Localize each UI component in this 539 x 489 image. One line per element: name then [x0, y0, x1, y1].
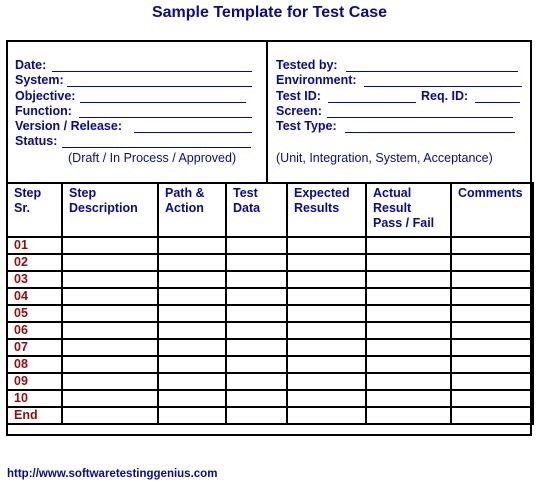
test-id-label: Test ID:	[276, 89, 321, 103]
step-number: 06	[7, 322, 62, 339]
step-number: 05	[7, 305, 62, 322]
col-expected-results: Expected Results	[287, 183, 366, 237]
table-cell[interactable]	[158, 271, 226, 288]
table-cell[interactable]	[62, 356, 158, 373]
table-cell[interactable]	[62, 390, 158, 407]
system-line[interactable]	[67, 86, 252, 87]
table-cell[interactable]	[451, 254, 533, 271]
table-cell[interactable]	[451, 373, 533, 390]
table-cell[interactable]	[451, 288, 533, 305]
table-cell[interactable]	[226, 322, 287, 339]
table-row	[7, 322, 533, 339]
table-header-row	[7, 183, 533, 237]
table-cell[interactable]	[226, 254, 287, 271]
screen-line[interactable]	[327, 117, 513, 118]
test-steps-table	[6, 182, 534, 425]
table-cell[interactable]	[226, 390, 287, 407]
step-number: 04	[7, 288, 62, 305]
system-label: System:	[15, 73, 64, 87]
step-number: 02	[7, 254, 62, 271]
table-cell[interactable]	[366, 339, 451, 356]
footer-url[interactable]: http://www.softwaretestinggenius.com	[7, 468, 218, 480]
table-cell[interactable]	[158, 390, 226, 407]
table-cell[interactable]	[366, 407, 451, 424]
table-cell[interactable]	[158, 407, 226, 424]
step-number: 10	[7, 390, 62, 407]
table-cell[interactable]	[62, 339, 158, 356]
table-cell[interactable]	[226, 373, 287, 390]
table-row	[7, 356, 533, 373]
status-line[interactable]	[62, 147, 251, 148]
screen-label: Screen:	[276, 104, 322, 118]
test-id-line[interactable]	[328, 102, 416, 103]
col-comments: Comments	[451, 183, 533, 237]
table-row	[7, 390, 533, 407]
version-release-line[interactable]	[134, 132, 252, 133]
table-row	[7, 254, 533, 271]
table-cell[interactable]	[158, 237, 226, 254]
table-cell[interactable]	[226, 407, 287, 424]
table-cell[interactable]	[451, 356, 533, 373]
table-cell[interactable]	[451, 322, 533, 339]
table-cell[interactable]	[366, 271, 451, 288]
table-cell[interactable]	[366, 254, 451, 271]
version-release-label: Version / Release:	[15, 119, 123, 133]
table-cell[interactable]	[451, 305, 533, 322]
table-row	[7, 373, 533, 390]
table-cell[interactable]	[451, 339, 533, 356]
table-cell[interactable]	[287, 356, 366, 373]
step-number: 09	[7, 373, 62, 390]
table-cell[interactable]	[226, 288, 287, 305]
table-cell[interactable]	[287, 305, 366, 322]
table-cell[interactable]	[287, 339, 366, 356]
col-step-sr: Step Sr.	[7, 183, 62, 237]
test-type-hint: (Unit, Integration, System, Acceptance)	[276, 151, 493, 165]
table-cell[interactable]	[366, 288, 451, 305]
table-cell[interactable]	[451, 271, 533, 288]
table-cell[interactable]	[366, 305, 451, 322]
table-row	[7, 288, 533, 305]
date-label: Date:	[15, 58, 47, 72]
table-cell[interactable]	[158, 373, 226, 390]
table-cell[interactable]	[451, 407, 533, 424]
table-cell[interactable]	[451, 237, 533, 254]
table-row	[7, 407, 533, 424]
table-cell[interactable]	[226, 356, 287, 373]
table-cell[interactable]	[287, 271, 366, 288]
table-cell[interactable]	[287, 373, 366, 390]
table-cell[interactable]	[287, 237, 366, 254]
req-id-label: Req. ID:	[421, 89, 469, 103]
table-cell[interactable]	[451, 390, 533, 407]
objective-line[interactable]	[80, 102, 246, 103]
table-cell[interactable]	[287, 288, 366, 305]
table-cell[interactable]	[62, 288, 158, 305]
table-cell[interactable]	[366, 373, 451, 390]
table-cell[interactable]	[158, 288, 226, 305]
table-row	[7, 305, 533, 322]
table-cell[interactable]	[287, 390, 366, 407]
table-cell[interactable]	[226, 271, 287, 288]
objective-label: Objective:	[15, 89, 76, 103]
step-number: 08	[7, 356, 62, 373]
table-cell[interactable]	[158, 254, 226, 271]
date-line[interactable]	[52, 71, 252, 72]
table-row	[7, 339, 533, 356]
table-cell[interactable]	[62, 407, 158, 424]
table-cell[interactable]	[62, 237, 158, 254]
status-hint: (Draft / In Process / Approved)	[68, 151, 237, 165]
table-cell[interactable]	[287, 407, 366, 424]
table-cell[interactable]	[62, 305, 158, 322]
table-cell[interactable]	[366, 237, 451, 254]
table-cell[interactable]	[366, 356, 451, 373]
req-id-line[interactable]	[475, 102, 520, 103]
col-step-description: Step Description	[62, 183, 158, 237]
table-cell[interactable]	[158, 339, 226, 356]
col-actual-result: Actual Result Pass / Fail	[366, 183, 451, 237]
col-test-data: Test Data	[226, 183, 287, 237]
table-cell[interactable]	[226, 339, 287, 356]
test-type-label: Test Type:	[276, 119, 337, 133]
table-cell[interactable]	[226, 305, 287, 322]
step-number: End	[7, 407, 62, 424]
table-cell[interactable]	[62, 373, 158, 390]
table-cell[interactable]	[62, 254, 158, 271]
table-cell[interactable]	[226, 237, 287, 254]
environment-line[interactable]	[364, 86, 522, 87]
table-cell[interactable]	[158, 305, 226, 322]
table-cell[interactable]	[158, 322, 226, 339]
step-number: 07	[7, 339, 62, 356]
status-label: Status:	[15, 134, 58, 148]
step-number: 03	[7, 271, 62, 288]
table-row	[7, 237, 533, 254]
page-title: Sample Template for Test Case	[151, 4, 388, 21]
table-cell[interactable]	[158, 356, 226, 373]
table-row	[7, 271, 533, 288]
test-type-line[interactable]	[345, 132, 515, 133]
table-cell[interactable]	[366, 390, 451, 407]
table-cell[interactable]	[62, 322, 158, 339]
table-cell[interactable]	[62, 271, 158, 288]
environment-label: Environment:	[276, 73, 357, 87]
tested-by-label: Tested by:	[276, 58, 338, 72]
table-cell[interactable]	[366, 322, 451, 339]
col-path-action: Path & Action	[158, 183, 226, 237]
table-cell[interactable]	[287, 254, 366, 271]
step-number: 01	[7, 237, 62, 254]
function-line[interactable]	[79, 117, 252, 118]
tested-by-line[interactable]	[346, 71, 518, 72]
table-cell[interactable]	[287, 322, 366, 339]
function-label: Function:	[15, 104, 72, 118]
